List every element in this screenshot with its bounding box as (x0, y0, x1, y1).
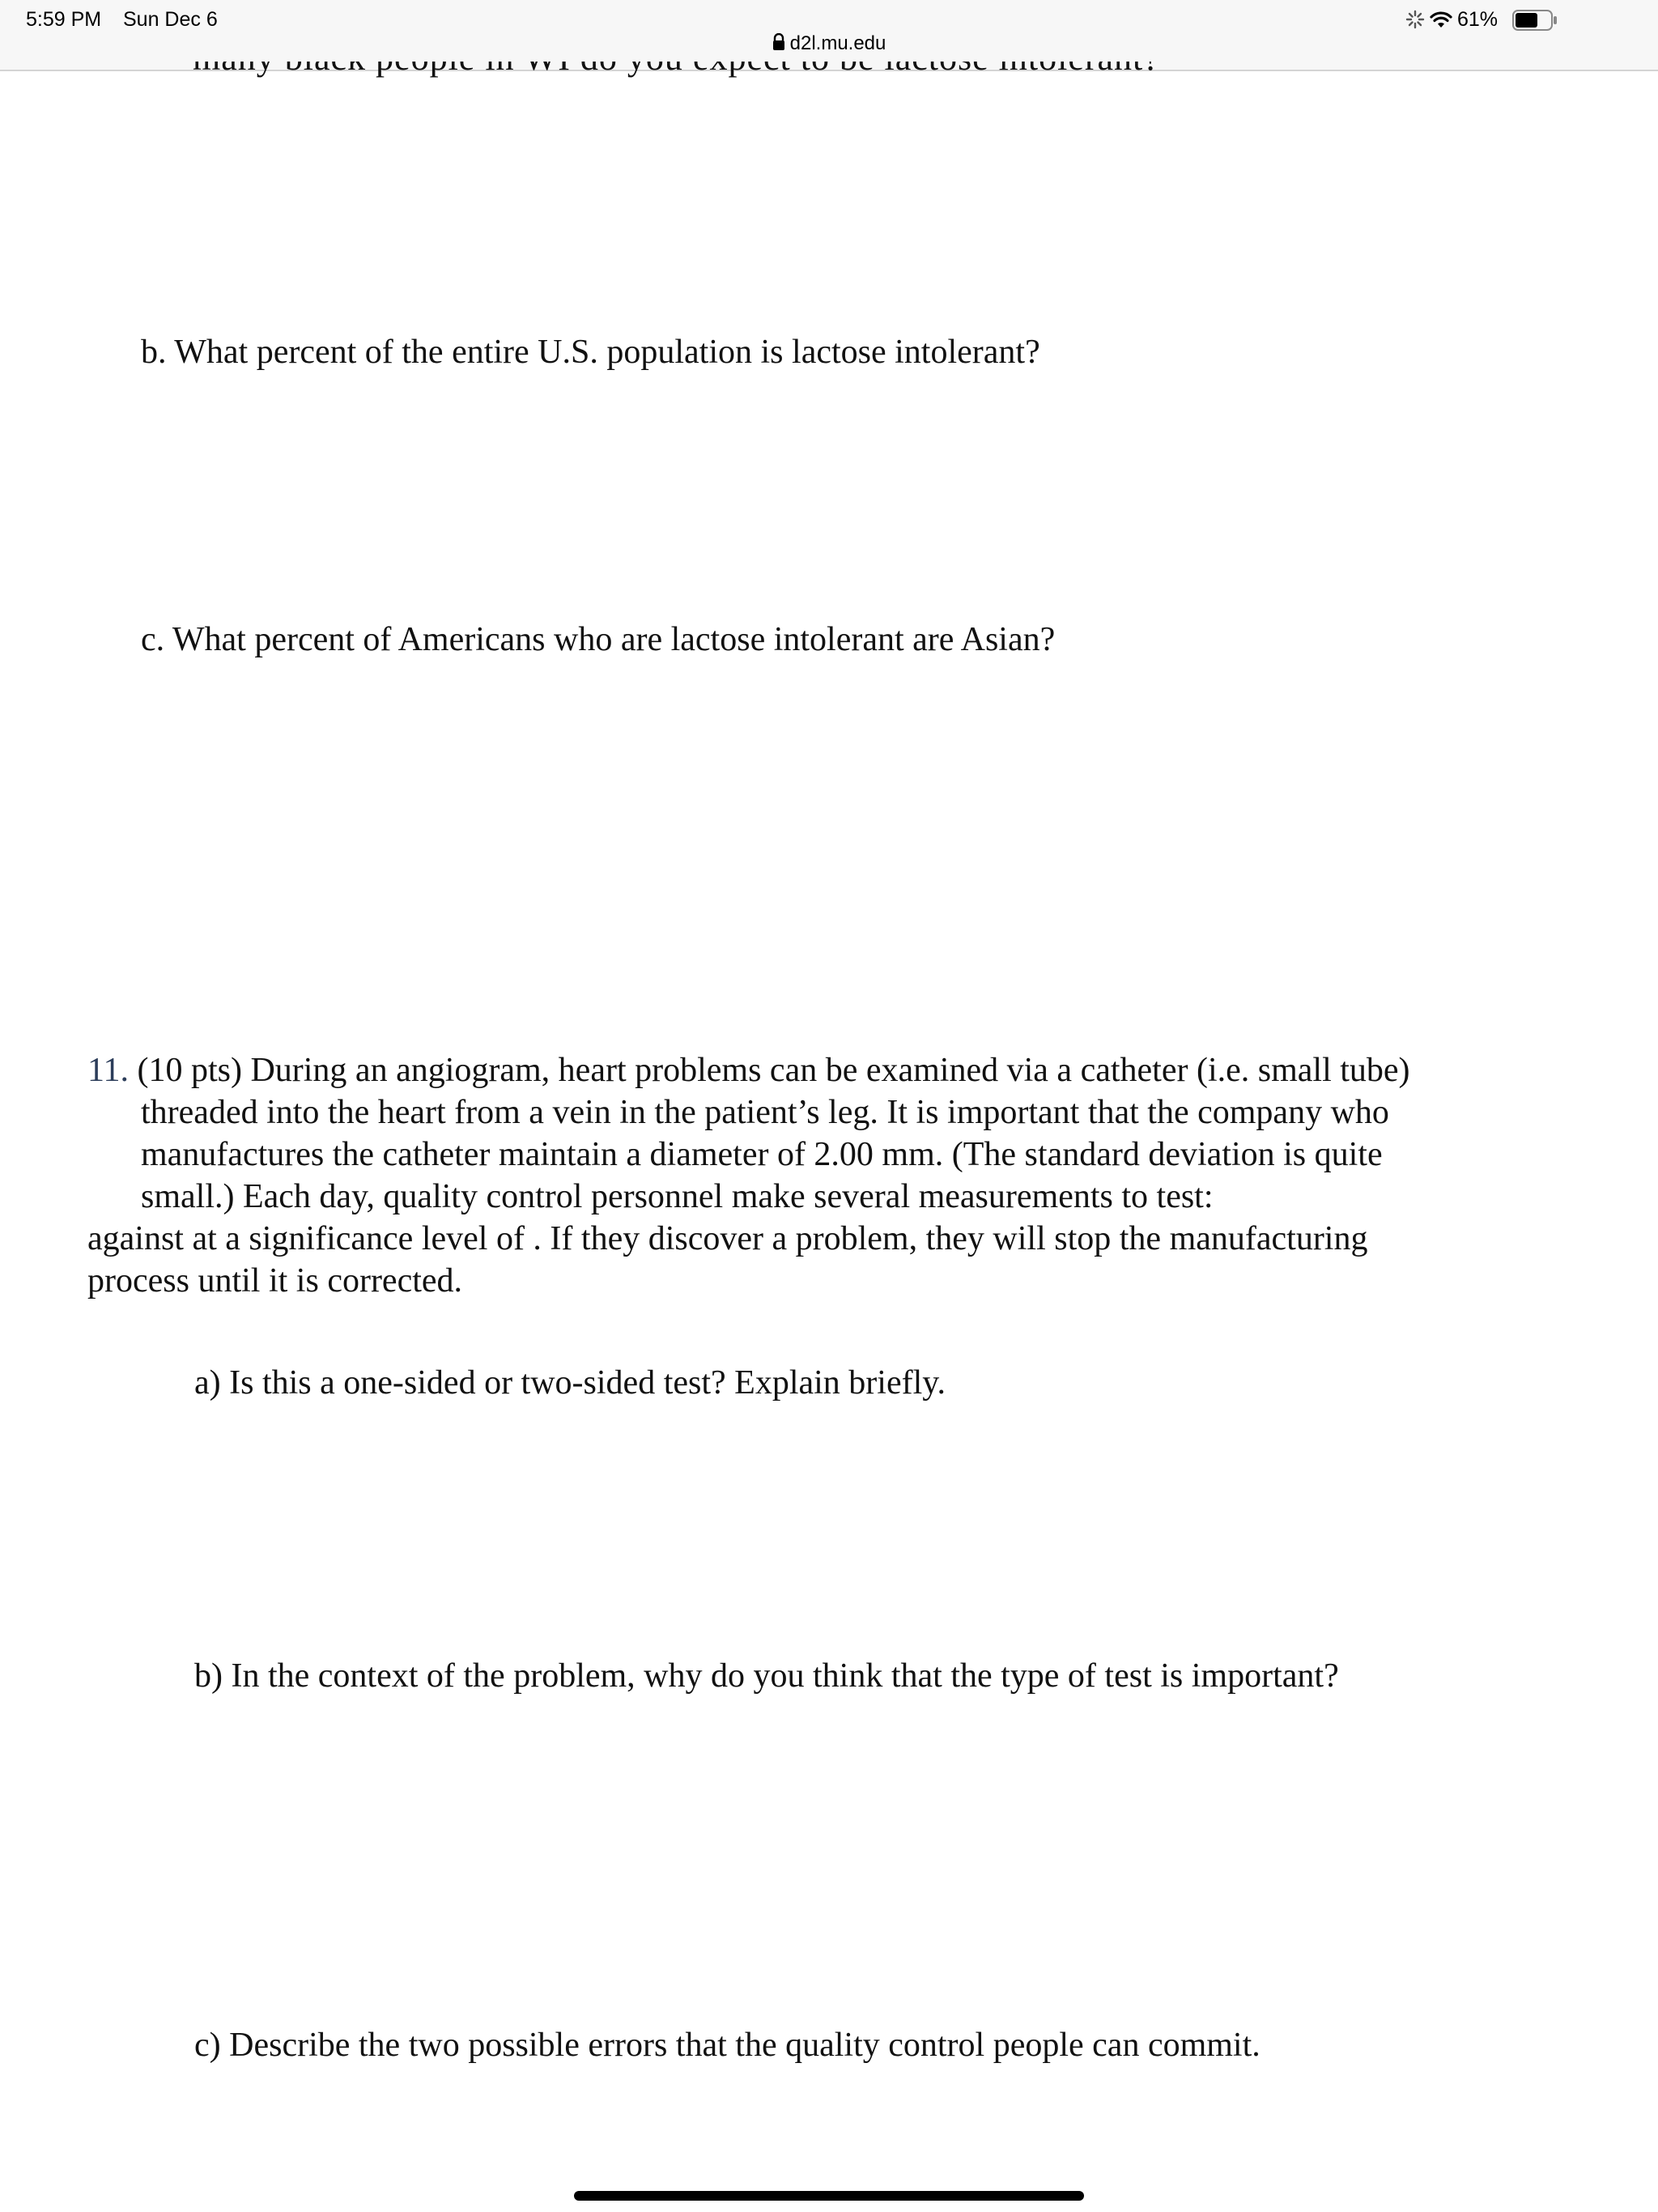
question-c: c. What percent of Americans who are lactose intolerant are Asian? (141, 621, 1056, 658)
problem-line: manufactures the catheter maintain a diameter of 2.00 mm. (The standard deviation is quite (141, 1136, 1383, 1173)
url-text: d2l.mu.edu (789, 32, 886, 54)
status-indicators (1391, 6, 1658, 34)
home-indicator[interactable] (574, 2191, 1084, 2201)
question-b: b. What percent of the entire U.S. population is lactose intolerant? (141, 334, 1040, 371)
lock-icon (772, 33, 785, 51)
problem-11-part-b: b) In the context of the problem, why do you think that the type of test is important? (194, 1657, 1339, 1695)
problem-line: small.) Each day, quality control personnel make several measurements to test: (141, 1178, 1214, 1215)
problem-text: (10 pts) During an angiogram, heart problems can be examined via a catheter (i.e. small tube) (128, 1052, 1410, 1089)
status-date: Sun Dec 6 (123, 8, 218, 31)
problem-11-part-a: a) Is this a one-sided or two-sided test? Explain briefly. (194, 1364, 946, 1402)
address-bar[interactable] (0, 32, 1658, 55)
problem-line (87, 1049, 1512, 1091)
wifi-icon (1430, 10, 1452, 29)
problem-11 (87, 1049, 1512, 1302)
status-bar (0, 0, 1658, 71)
problem-line: process until it is corrected. (87, 1262, 463, 1300)
problem-line: against at a significance level of . If they discover a problem, they will stop the manufacturing (87, 1220, 1368, 1257)
battery-percent: 61% (1457, 8, 1499, 31)
battery-icon (1512, 10, 1558, 31)
problem-11-part-c: c) Describe the two possible errors that the quality control people can commit. (194, 2027, 1261, 2064)
problem-line: threaded into the heart from a vein in the patient’s leg. It is important that the company who (141, 1094, 1389, 1131)
problem-number: 11. (87, 1052, 129, 1089)
status-time: 5:59 PM (26, 8, 102, 31)
activity-spinner-icon (1405, 10, 1425, 29)
